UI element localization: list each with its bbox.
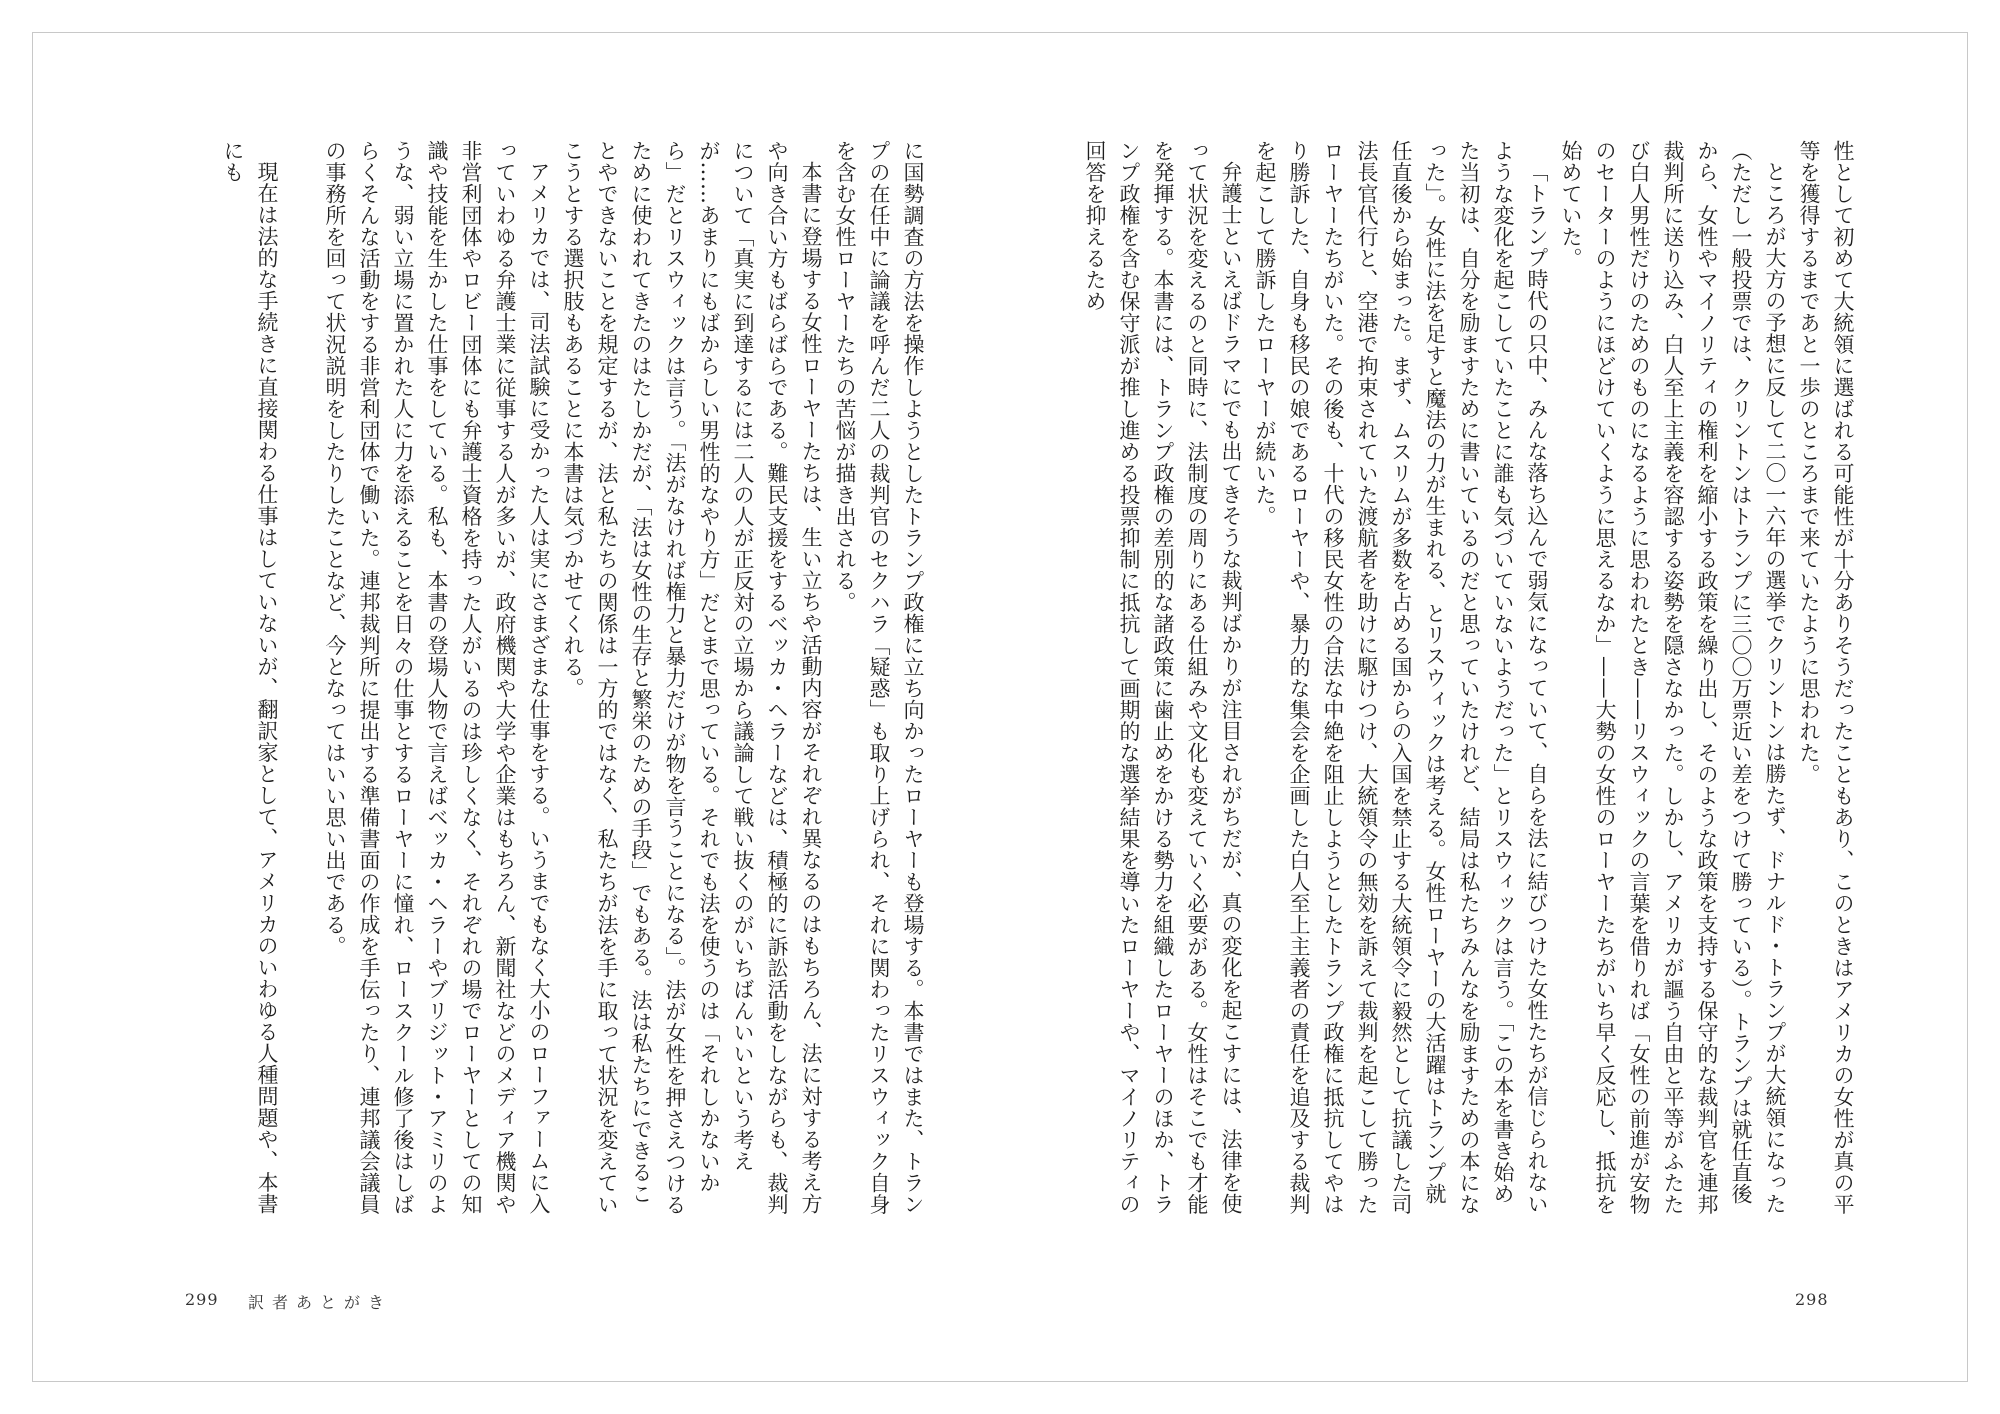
left-page — [140, 140, 930, 1250]
right-page — [1083, 140, 1860, 1250]
paragraph: アメリカでは、司法試験に受かった人は実にさまざまな仕事をする。いうまでもなく大小のローファームに入っていわゆる弁護士業に従事する人が多いが、政府機関や大学や企業はもちろん、新聞社などのメディア機関や非営利団体やロビー団体にも弁護士資格を持った人がいるのは珍しくなく、それぞれの場でローヤーとしての知識や技能を生かした仕事をしている。私も、本書の登場人物で言えばベッカ・ヘラーやブリジット・アミリのような、弱い立場に置かれた人に力を添えることを日々の仕事とするローヤーに憧れ、ロースクール修了後はしばらくそんな活動をする非営利団体で働いた。連邦裁判所に提出する準備書面の作成を手伝ったり、連邦議会議員の事務所を回って状況説明をしたりしたことなど、今となってはいい思い出である。 — [323, 140, 551, 1215]
paragraph: 性として初めて大統領に選ばれる可能性が十分ありそうだったこともあり、このときはアメリカの女性が真の平等を獲得するまであと一歩のところまで来ていたように思われた。 — [1797, 140, 1855, 1215]
paragraph: 現在は法的な手続きに直接関わる仕事はしていないが、翻訳家として、アメリカのいわゆる人種問題や、本書にも — [221, 140, 279, 1215]
paragraph: 本書に登場する女性ローヤーたちは、生い立ちや活動内容がそれぞれ異なるのはもちろん、法に対する考え方や向き合い方もばらばらである。難民支援をするベッカ・ヘラーなどは、積極的に訴訟活動をしながらも、裁判について「真実に到達するには二人の人が正反対の立場から議論して戦い抜くのがいちばんいいという考えが……あまりにもばからしい男性的なやり方」だとまで思っている。それでも法を使うのは「それしかないから」だとリスウィックは言う。「法がなければ権力と暴力だけが物を言うことになる」。法が女性を押さえつけるために使われてきたのはたしかだが、「法は女性の生存と繁栄のための手段」でもある。法は私たちにできることやできないことを規定するが、法と私たちの関係は一方的ではなく、私たちが法を手に取って状況を変えていこうとする選択肢もあることに本書は気づかせてくれる。 — [561, 140, 823, 1216]
right-page-text — [1083, 140, 1860, 1220]
paragraph: 「トランプ時代の只中、みんな落ち込んで弱気になっていて、自らを法に結びつけた女性たちが信じられないような変化を起こしていたことに誰も気づいていないようだった」とリスウィックは言う。「この本を書き始めた当初は、自分を励ますために書いているのだと思っていたけれど、結局は私たちみんなを励ますための本になった」。女性に法を足すと魔法の力が生まれる、とリスウィックは考える。女性ローヤーの大活躍はトランプ就任直後から始まった。まず、ムスリムが多数を占める国からの入国を禁止する大統領令に毅然として抗議した司法長官代行と、空港で拘束されていた渡航者を助けに駆けつけ、大統領令の無効を訴えて裁判を起こして勝ったローヤーたちがいた。その後も、十代の移民女性の合法な中絶を阻止しようとしたトランプ政権に抵抗してやはり勝訴した、自身も移民の娘であるローヤーや、暴力的な集会を企画した白人至上主義者の責任を追及する裁判を起こして勝訴したローヤーが続いた。 — [1253, 140, 1549, 1215]
page-number-right: 298 — [1795, 1290, 1829, 1309]
paragraph: に国勢調査の方法を操作しようとしたトランプ政権に立ち向かったローヤーも登場する。本書ではまた、トランプの在任中に論議を呼んだ二人の裁判官のセクハラ「疑惑」も取り上げられ、それに関わったリスウィック自身を含む女性ローヤーたちの苦悩が描き出される。 — [833, 140, 925, 1215]
page-number-left: 299 — [185, 1290, 219, 1309]
left-page-text — [140, 140, 930, 1220]
paragraph: ところが大方の予想に反して二〇一六年の選挙でクリントンは勝たず、ドナルド・トランプが大統領になった（ただし一般投票では、クリントンはトランプに三〇〇万票近い差をつけて勝っている）。トランプは就任直後から、女性やマイノリティの権利を縮小する政策を繰り出し、そのような政策を支持する保守的な裁判官を連邦裁判所に送り込み、白人至上主義を容認する姿勢を隠さなかった。しかし、アメリカが謳う自由と平等がふたたび白人男性だけのためのものになるように思われたとき——リスウィックの言葉を借りれば「女性の前進が安物のセーターのようにほどけていくように思えるなか」——大勢の女性のローヤーたちがいち早く反応し、抵抗を始めていた。 — [1559, 140, 1787, 1215]
paragraph: 弁護士といえばドラマにでも出てきそうな裁判ばかりが注目されがちだが、真の変化を起こすには、法律を使って状況を変えるのと同時に、法制度の周りにある仕組みや文化も変えていく必要がある。女性はそこでも才能を発揮する。本書には、トランプ政権の差別的な諸政策に歯止めをかける勢力を組織したローヤーのほか、トランプ政権を含む保守派が推し進める投票抑制に抵抗して画期的な選挙結果を導いたローヤーや、マイノリティの回答を抑えるため — [1083, 140, 1243, 1215]
running-title: 訳者あとがき — [248, 1293, 393, 1312]
